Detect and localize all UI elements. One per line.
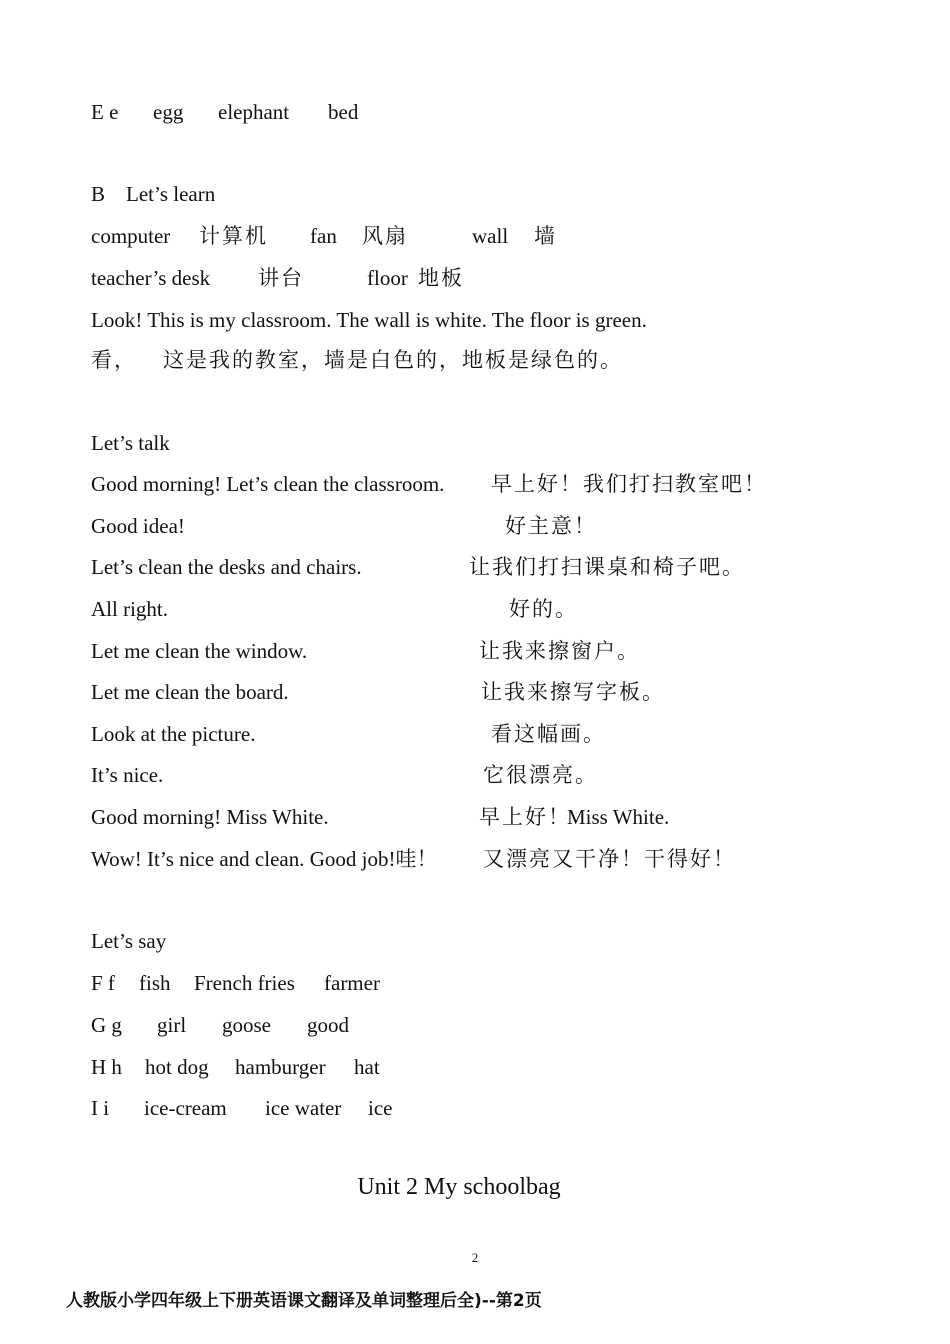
word: girl <box>157 1013 187 1037</box>
word: bed <box>328 100 359 124</box>
word: ice water <box>265 1096 342 1120</box>
dialogue-zh: 好的。 <box>509 597 578 621</box>
letter-label: H h <box>91 1055 122 1079</box>
section-heading: Let’s talk <box>91 431 170 455</box>
vocab-zh: 地板 <box>418 266 464 290</box>
dialogue-zh: 让我们打扫课桌和椅子吧。 <box>469 555 745 579</box>
dialogue-en: Good idea! <box>91 514 185 538</box>
dialogue-en: Good morning! Miss White. <box>91 805 329 829</box>
dialogue-zh: 它很漂亮。 <box>483 763 598 787</box>
dialogue-zh-tail: Miss White. <box>567 805 670 829</box>
word: French fries <box>194 971 295 995</box>
word: egg <box>153 100 184 124</box>
vocab-en: floor <box>367 266 408 290</box>
word: hot dog <box>145 1055 209 1079</box>
word: ice-cream <box>144 1096 227 1120</box>
letter-label: G g <box>91 1013 122 1037</box>
vocab-zh: 讲台 <box>258 266 304 290</box>
dialogue-zh: 早上好！ <box>479 805 571 829</box>
word: farmer <box>324 971 380 995</box>
page-number: 2 <box>471 1250 479 1265</box>
dialogue-en: Good morning! Let’s clean the classroom. <box>91 472 445 496</box>
vocab-zh: 计算机 <box>199 224 268 248</box>
dialogue-zh: 好主意！ <box>505 514 597 538</box>
word: ice <box>368 1096 393 1120</box>
dialogue-zh: 又漂亮又干净！干得好！ <box>483 847 736 871</box>
word: fish <box>139 971 171 995</box>
letter-label: E e <box>91 100 119 124</box>
vocab-zh: 风扇 <box>362 224 408 248</box>
word: goose <box>222 1013 271 1037</box>
dialogue-zh: 看这幅画。 <box>491 722 606 746</box>
sentence-zh: 看， 这是我的教室，墙是白色的，地板是绿色的。 <box>91 348 624 372</box>
word: hat <box>354 1055 380 1079</box>
word: elephant <box>218 100 290 124</box>
vocab-en: teacher’s desk <box>91 266 211 290</box>
section-heading: Let’s say <box>91 929 167 953</box>
dialogue-en: Let’s clean the desks and chairs. <box>91 555 362 579</box>
dialogue-zh: 早上好！我们打扫教室吧！ <box>491 472 767 496</box>
word: good <box>307 1013 349 1037</box>
document-footer: 人教版小学四年级上下册英语课文翻译及单词整理后全)--第2页 <box>66 1291 542 1311</box>
dialogue-en: All right. <box>91 597 168 621</box>
section-heading: B Let’s learn <box>91 182 216 206</box>
letter-label: I i <box>91 1096 110 1120</box>
dialogue-en: It’s nice. <box>91 763 164 787</box>
vocab-zh: 墙 <box>534 224 557 248</box>
dialogue-en: Let me clean the window. <box>91 639 308 663</box>
vocab-en: wall <box>472 224 509 248</box>
letter-label: F f <box>91 971 115 995</box>
vocab-en: fan <box>310 224 337 248</box>
sentence-en: Look! This is my classroom. The wall is white. The floor is green. <box>91 308 647 332</box>
dialogue-zh: 让我来擦窗户。 <box>479 639 640 663</box>
unit-title: Unit 2 My schoolbag <box>357 1174 561 1200</box>
dialogue-en: Let me clean the board. <box>91 680 289 704</box>
dialogue-zh: 让我来擦写字板。 <box>481 680 665 704</box>
vocab-en: computer <box>91 224 171 248</box>
word: hamburger <box>235 1055 326 1079</box>
dialogue-en: Wow! It’s nice and clean. Good job!哇！ <box>91 847 438 871</box>
dialogue-en: Look at the picture. <box>91 722 256 746</box>
